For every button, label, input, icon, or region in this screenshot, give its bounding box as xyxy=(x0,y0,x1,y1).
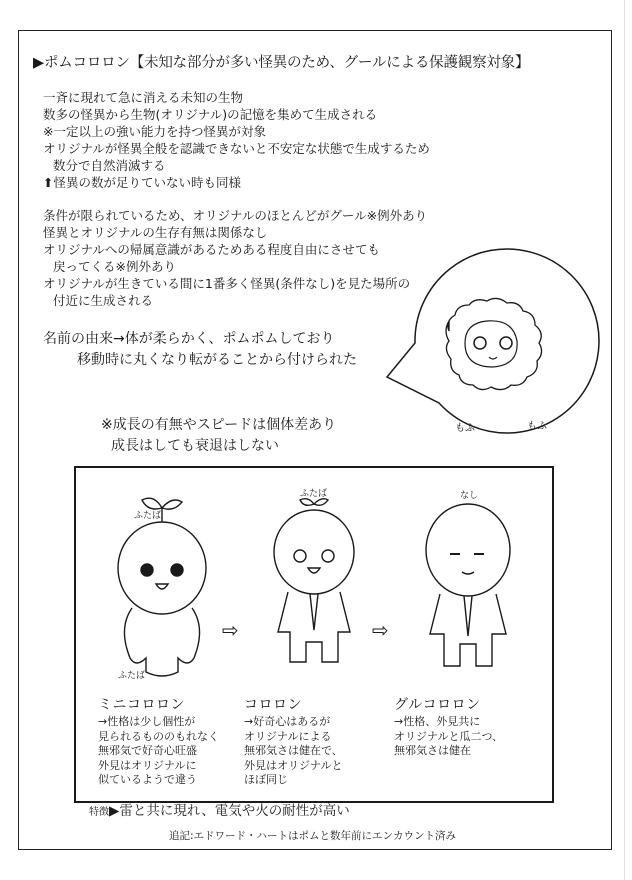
text-line: 怪異とオリジナルの生存有無は関係なし xyxy=(43,225,268,240)
growth-stages-panel xyxy=(74,466,554,803)
stage-desc: ほぼ同じ xyxy=(244,773,288,786)
stage-desc: 外見はオリジナルに xyxy=(98,758,197,772)
text-line: ⬆怪異の数が足りていない時も同様 xyxy=(43,175,241,190)
stage-desc: 似ているようで違う xyxy=(98,773,197,786)
stage-gurukororon xyxy=(394,696,503,759)
annotation-label: ふたば xyxy=(118,671,146,681)
growth-note xyxy=(101,415,336,457)
text-line: 数分で自然消滅する xyxy=(53,158,166,173)
text-line: 成長はしても衰退はしない xyxy=(111,438,279,454)
stage-name: ミニコロロン xyxy=(98,697,185,713)
text-line: オリジナルが生きている間に1番多く怪異(条件なし)を見た場所の xyxy=(43,276,411,291)
text-line: オリジナルが怪異全般を認識できないと不安定な状態で生成するため xyxy=(43,141,430,156)
stage-name: グルコロロン xyxy=(394,697,481,713)
postscript: 追記:エドワード・ハートはポムと数年前にエンカウント済み xyxy=(169,830,457,842)
stage-desc: 無邪気さは健在 xyxy=(394,744,471,757)
stage-desc: →好奇心はあるが xyxy=(244,715,331,728)
stage-desc: オリジナルによる xyxy=(244,729,332,743)
text-line: 付近に生成される xyxy=(53,293,154,308)
page-frame xyxy=(18,30,612,850)
text-line: ※一定以上の強い能力を持つ怪異が対象 xyxy=(43,124,266,139)
text-line: ※成長の有無やスピードは個体差あり xyxy=(101,417,337,433)
arrow-icon: ⇨ xyxy=(222,618,239,642)
stage-name: コロロン xyxy=(244,697,302,713)
stage-kororon xyxy=(244,696,343,788)
text-line: 移動時に丸くなり転がることから付けられた xyxy=(77,352,357,368)
text-line: 条件が限られているため、オリジナルのほとんどがグール※例外あり xyxy=(43,208,428,223)
page-gutter xyxy=(624,0,625,880)
trait-text: ▶雷と共に現れ、電気や火の耐性が高い xyxy=(109,803,350,819)
text-line: 数多の怪異から生物(オリジナル)の記憶を集めて生成される xyxy=(43,107,378,122)
stage-desc: 外見はオリジナルと xyxy=(244,758,343,772)
stage-desc: 無邪気さは健在で、 xyxy=(244,744,343,757)
trait-line xyxy=(89,799,350,819)
text-line: 名前の由来→体が柔らかく、ポムポムしており xyxy=(43,331,335,347)
trait-label: 特徴 xyxy=(89,807,109,818)
page-title: ▶ポムコロロン【未知な部分が多い怪異のため、グールによる保護観察対象】 xyxy=(33,55,530,71)
stage-desc: →性格は少し個性が xyxy=(98,715,196,728)
text-line: 戻ってくる※例外あり xyxy=(53,259,176,274)
stage-desc: 見られるもののもれなく xyxy=(98,729,219,743)
stage-desc: オリジナルと瓜二つ、 xyxy=(394,729,504,743)
annotation-label: ふたば xyxy=(300,489,328,499)
text-line: オリジナルへの帰属意識があるためある程度自由にさせても xyxy=(43,242,380,257)
stage-mini xyxy=(98,696,219,788)
text-line: 一斉に現れて急に消える未知の生物 xyxy=(43,90,244,105)
speech-bubble-illustration xyxy=(19,31,613,471)
annotation-label: なし xyxy=(460,491,479,501)
stage-desc: 無邪気で好奇心旺盛 xyxy=(98,744,197,757)
sound-effect: もふ xyxy=(527,421,547,432)
annotation-label: ふたば xyxy=(134,511,162,521)
stage-desc: →性格、外見共に xyxy=(394,715,481,728)
sound-effect: もふ xyxy=(455,423,475,434)
arrow-icon: ⇨ xyxy=(372,618,389,642)
